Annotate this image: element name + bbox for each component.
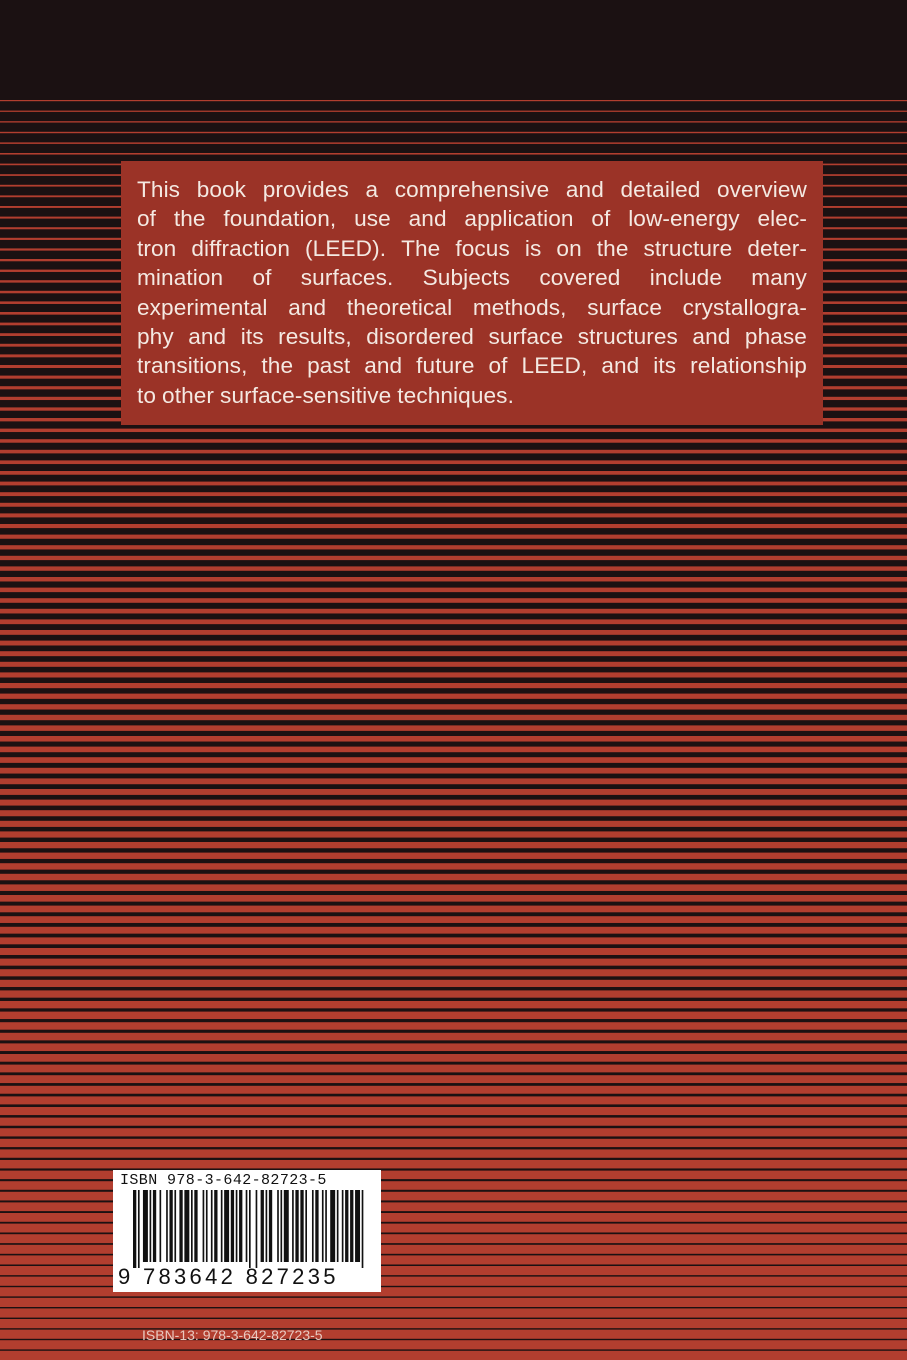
stripe (0, 1149, 907, 1157)
stripe (0, 927, 907, 934)
blurb-word: This (137, 177, 181, 202)
blurb-word: covered (539, 265, 621, 291)
stripe (0, 132, 907, 133)
stripe (0, 1351, 907, 1360)
barcode-bar (269, 1190, 272, 1262)
blurb-word: to (137, 382, 157, 408)
stripe (0, 1086, 907, 1094)
stripe (0, 535, 907, 539)
stripe (0, 121, 907, 122)
stripe (0, 959, 907, 966)
blurb-word: (LEED). (305, 235, 387, 261)
stripe (0, 100, 907, 101)
blurb-word: structure (643, 235, 733, 261)
stripe (0, 895, 907, 902)
stripe (0, 1330, 907, 1339)
barcode-bar (206, 1190, 208, 1262)
stripe (0, 1096, 907, 1104)
blurb-word: phy (137, 323, 174, 349)
stripe (0, 810, 907, 816)
blurb-word: the (261, 353, 294, 379)
blurb-word: elec- (757, 206, 807, 232)
stripe (0, 1340, 907, 1349)
blurb-word: past (307, 353, 351, 379)
blurb-word: structures (577, 323, 678, 349)
stripe (0, 874, 907, 880)
stripe (0, 566, 907, 570)
blurb-word: many (751, 265, 807, 291)
blurb-word: The (401, 235, 441, 261)
blurb-line (137, 175, 807, 204)
stripe (0, 1043, 907, 1051)
blurb-word: use (354, 206, 391, 232)
blurb-word: results, (278, 323, 352, 349)
barcode-bar (277, 1190, 279, 1262)
stripe (0, 630, 907, 635)
barcode-bar (246, 1190, 248, 1262)
stripe (0, 609, 907, 614)
barcode-bar (350, 1190, 353, 1262)
stripe (0, 916, 907, 923)
stripe (0, 142, 907, 143)
barcode-bar (300, 1190, 303, 1262)
barcode-bar (221, 1190, 223, 1262)
blurb-word: surface (587, 294, 662, 320)
blurb-word: and (364, 353, 403, 379)
blurb-line (137, 293, 807, 322)
barcode-bar (330, 1190, 335, 1262)
blurb-word: and (288, 294, 327, 320)
stripe (0, 990, 907, 997)
blurb-word: and (188, 323, 227, 349)
barcode-bar (160, 1190, 162, 1262)
stripe (0, 800, 907, 806)
barcode-bars (133, 1190, 365, 1268)
blurb-box (121, 161, 823, 425)
stripe (0, 1054, 907, 1062)
barcode-bar (211, 1190, 213, 1262)
barcode-bar (236, 1190, 238, 1262)
barcode-bar (362, 1190, 364, 1268)
barcode-digits: 9 783642 827235 (118, 1264, 339, 1289)
stripe (0, 153, 907, 155)
blurb-word: and (408, 206, 447, 232)
stripe (0, 789, 907, 795)
stripe (0, 1033, 907, 1041)
stripe (0, 747, 907, 753)
stripe (0, 937, 907, 944)
barcode-bar (266, 1190, 268, 1262)
blurb-word: techniques. (397, 382, 514, 408)
blurb-word: of (252, 265, 272, 291)
barcode-box (113, 1170, 381, 1292)
barcode-bar (214, 1190, 217, 1262)
blurb-word: methods, (472, 294, 567, 320)
blurb-word: phase (744, 323, 807, 349)
blurb-word: comprehensive (394, 177, 550, 202)
stripe (0, 715, 907, 720)
blurb-line (137, 234, 807, 263)
barcode-bar (166, 1190, 168, 1262)
stripe (0, 1118, 907, 1126)
blurb-word: experimental (137, 294, 268, 320)
barcode-bar (133, 1190, 136, 1268)
blurb-word: theoretical (346, 294, 453, 320)
stripe (0, 588, 907, 593)
barcode-bar (325, 1190, 327, 1262)
stripe (0, 111, 907, 112)
stripe (0, 1075, 907, 1083)
stripe (0, 1139, 907, 1147)
blurb-word: book (196, 177, 247, 202)
barcode-bar (345, 1190, 348, 1262)
barcode-bar (322, 1190, 324, 1262)
barcode-bar (261, 1190, 264, 1262)
blurb-word: the (173, 206, 206, 232)
stripe (0, 725, 907, 730)
blurb-word: relationship (690, 353, 807, 379)
barcode-bar (231, 1190, 234, 1262)
barcode-bar (315, 1190, 318, 1262)
blurb-word: detailed (620, 177, 701, 202)
barcode-bar (174, 1190, 176, 1262)
stripe (0, 831, 907, 837)
blurb-word: of (137, 206, 157, 232)
barcode-bar (194, 1190, 197, 1262)
blurb-word: surfaces. (300, 265, 394, 291)
stripe (0, 439, 907, 443)
blurb-word: surface-sensitive (220, 382, 392, 408)
barcode-bar (355, 1190, 360, 1262)
blurb-word: is (524, 235, 542, 261)
stripe (0, 884, 907, 891)
stripe (0, 704, 907, 709)
blurb-line (137, 351, 807, 380)
barcode-bar (138, 1190, 140, 1268)
barcode-bar (280, 1190, 282, 1262)
barcode-isbn-label: ISBN 978-3-642-82723-5 (120, 1172, 327, 1189)
stripe (0, 1001, 907, 1008)
barcode-bar (191, 1190, 193, 1262)
stripe (0, 619, 907, 624)
stripe (0, 492, 907, 496)
stripe (0, 778, 907, 784)
stripe (0, 821, 907, 827)
blurb-word: on (556, 235, 582, 261)
stripe (0, 577, 907, 581)
stripe (0, 545, 907, 549)
blurb-word: include (649, 265, 723, 291)
barcode-bar (292, 1190, 294, 1262)
stripe (0, 556, 907, 560)
blurb-word: foundation, (223, 206, 337, 232)
barcode-bar (184, 1190, 189, 1262)
stripe (0, 482, 907, 486)
barcode-bar (312, 1190, 314, 1262)
stripe (0, 853, 907, 859)
blurb-word: of (488, 353, 508, 379)
barcode-bar (337, 1190, 339, 1262)
barcode-bar (305, 1190, 307, 1262)
blurb-word: a (365, 177, 379, 202)
stripe (0, 1160, 907, 1168)
stripe (0, 1065, 907, 1073)
blurb-word: its (240, 323, 264, 349)
barcode-bar (295, 1190, 298, 1262)
stripe (0, 980, 907, 987)
blurb-line (137, 263, 807, 292)
stripe (0, 598, 907, 603)
barcode-bar (284, 1190, 289, 1262)
stripe (0, 768, 907, 774)
barcode-bar (203, 1190, 205, 1262)
stripe (0, 1128, 907, 1136)
stripe (0, 757, 907, 763)
blurb-word: and (565, 177, 604, 202)
stripe (0, 842, 907, 848)
stripe (0, 1319, 907, 1328)
stripe (0, 524, 907, 528)
barcode-bar (342, 1190, 344, 1262)
stripe (0, 736, 907, 742)
blurb-word: the (596, 235, 629, 261)
stripe (0, 1308, 907, 1317)
barcode-bar (256, 1190, 258, 1268)
blurb-word: transitions, (137, 353, 248, 379)
blurb-word: deter- (747, 235, 807, 261)
blurb-line (137, 381, 807, 410)
blurb-word: diffraction (191, 235, 291, 261)
stripe (0, 662, 907, 667)
stripe (0, 672, 907, 677)
blurb-word: application (464, 206, 574, 232)
isbn-13-label: ISBN-13: 978-3-642-82723-5 (142, 1327, 323, 1343)
stripe (0, 460, 907, 464)
stripe (0, 683, 907, 688)
blurb-word: disordered (366, 323, 474, 349)
stripe (0, 863, 907, 869)
blurb-word: provides (262, 177, 349, 202)
stripe (0, 651, 907, 656)
stripe (0, 429, 907, 432)
blurb-word: Subjects (422, 265, 511, 291)
blurb-word: low-energy (628, 206, 740, 232)
stripe (0, 450, 907, 454)
blurb-word: tron (137, 235, 177, 261)
stripe (0, 694, 907, 699)
barcode-bar (249, 1190, 251, 1268)
blurb-word: future (416, 353, 475, 379)
barcode-bar (153, 1190, 156, 1262)
barcode-bar (143, 1190, 148, 1262)
stripe (0, 1012, 907, 1019)
stripe (0, 1298, 907, 1307)
stripe (0, 1107, 907, 1115)
blurb-word: overview (717, 177, 807, 202)
blurb-word: LEED, (521, 353, 588, 379)
blurb-word: its (653, 353, 677, 379)
blurb-word: surface (488, 323, 564, 349)
barcode-bar (169, 1190, 172, 1262)
blurb-word: of (591, 206, 611, 232)
stripe (0, 471, 907, 475)
stripe (0, 513, 907, 517)
stripe (0, 969, 907, 976)
blurb-line (137, 322, 807, 351)
stripe (0, 641, 907, 646)
barcode-bar (224, 1190, 229, 1262)
blurb-word: crystallogra- (682, 294, 807, 320)
barcode-bar (239, 1190, 242, 1262)
blurb-word: focus (455, 235, 510, 261)
barcode-bar (150, 1190, 152, 1262)
blurb-word: and (601, 353, 640, 379)
blurb-word: mination (137, 265, 224, 291)
stripe (0, 906, 907, 913)
blurb-word: other (162, 382, 215, 408)
blurb-word: and (692, 323, 731, 349)
stripe (0, 1022, 907, 1029)
stripe (0, 503, 907, 507)
stripe (0, 948, 907, 955)
blurb-line (137, 204, 807, 233)
barcode-bar (179, 1190, 182, 1262)
